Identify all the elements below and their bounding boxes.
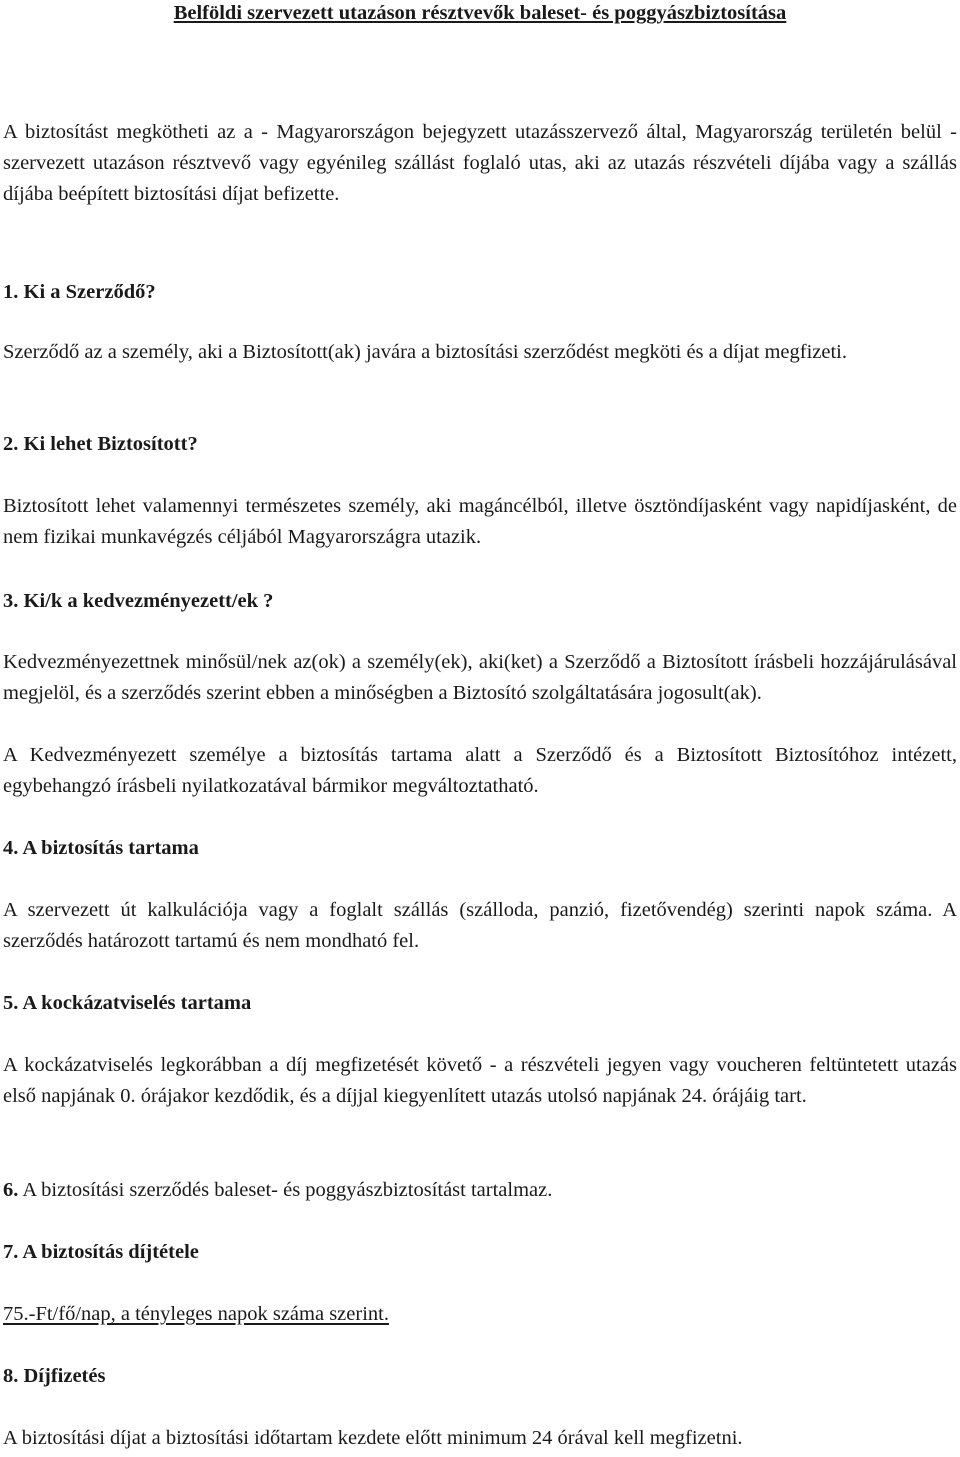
section-8-text: A biztosítási díjat a biztosítási időtartam kezdete előtt minimum 24 órával kell megfizetni. xyxy=(3,1427,743,1449)
section-3-text-2: A Kedvezményezett személye a biztosítás tartama alatt a Szerződő és a Biztosított Biztosítóhoz intézett, egybehangzó írásbeli nyilatkozatával bármikor megváltoztatható. xyxy=(3,744,957,797)
section-4-text: A szervezett út kalkulációja vagy a foglalt szállás (szálloda, panzió, fizetővendég) szerinti napok száma. A szerződés határozott tartamú és nem mondható fel. xyxy=(3,899,957,952)
section-7-heading: 7. A biztosítás díjtétele xyxy=(3,1241,199,1263)
section-3-heading: 3. Ki/k a kedvezményezett/ek ? xyxy=(3,590,274,612)
section-7-paragraph xyxy=(3,1299,957,1330)
section-2-heading: 2. Ki lehet Biztosított? xyxy=(3,433,198,455)
section-4-heading: 4. A biztosítás tartama xyxy=(3,837,199,859)
section-1-heading: 1. Ki a Szerződő? xyxy=(3,281,156,303)
intro-paragraph: A biztosítást megkötheti az a - Magyarországon bejegyzett utazásszervező által, Magyarország területén belül - szervezett utazáson résztvevő vagy egyénileg szállást foglaló utas, aki az utazás részvételi díjába vagy a szállás díjába beépített biztosítási díjat befizette. xyxy=(3,121,957,205)
section-5-text: A kockázatviselés legkorábban a díj megfizetését követő - a részvételi jegyen vagy voucheren feltüntetett utazás első napjának 0. órájakor kezdődik, és a díjjal kiegyenlített utazás utolsó napjának 24. órájáig tart. xyxy=(3,1054,957,1107)
section-8-heading: 8. Díjfizetés xyxy=(3,1365,106,1387)
section-7-text: 75.-Ft/fő/nap, a tényleges napok száma szerint. xyxy=(3,1303,389,1325)
section-6-number: 6. xyxy=(3,1179,19,1201)
section-3-text: Kedvezményezettnek minősül/nek az(ok) a személy(ek), aki(ket) a Szerződő a Biztosított írásbeli hozzájárulásával megjelöl, és a szerződés szerint ebben a minőségben a Biztosító szolgáltatására jogosult(ak). xyxy=(3,651,957,704)
document-title: Belföldi szervezett utazáson résztvevők baleset- és poggyászbiztosítása xyxy=(173,2,787,24)
section-5-heading: 5. A kockázatviselés tartama xyxy=(3,992,252,1014)
section-1-text: Szerződő az a személy, aki a Biztosított(ak) javára a biztosítási szerződést megköti és a díjat megfizeti. xyxy=(3,341,847,363)
section-6-text: A biztosítási szerződés baleset- és poggyászbiztosítást tartalmaz. xyxy=(22,1179,553,1201)
section-2-text: Biztosított lehet valamennyi természetes személy, aki magáncélból, illetve ösztöndíjasként vagy napidíjasként, de nem fizikai munkavégzés céljából Magyarországra utazik. xyxy=(3,495,957,548)
section-6-paragraph xyxy=(3,1175,957,1206)
